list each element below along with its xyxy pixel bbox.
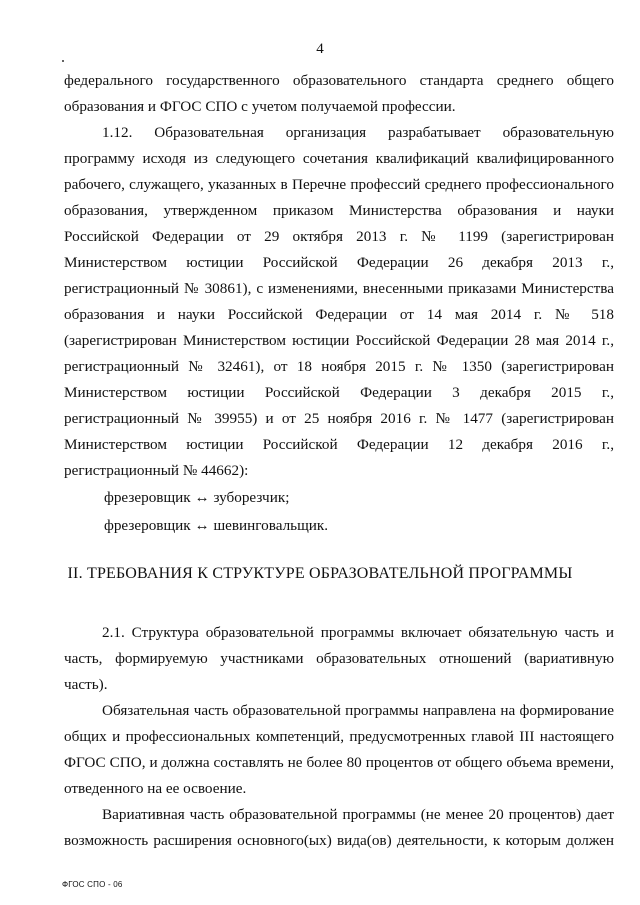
- text-line: регистрационный № 39955) и от 25 ноября 2016 г. № 1477 (зарегистрирован: [64, 410, 614, 427]
- text-line: Обязательная часть образовательной программы направлена на формирование: [102, 702, 614, 719]
- paragraph-mandatory-part: [64, 698, 614, 802]
- text-line: 2.1. Структура образовательной программы включает обязательную часть и: [102, 624, 614, 641]
- text-line: (зарегистрирован Министерством юстиции Российской Федерации 28 мая 2014 г.,: [64, 332, 614, 349]
- text-line: отведенного на ее освоение.: [64, 780, 247, 797]
- scan-speck: [62, 60, 64, 62]
- text-line: Министерством юстиции Российской Федерации 26 декабря 2013 г.,: [64, 254, 614, 271]
- text-line: программу исходя из следующего сочетания квалификаций квалифицированного: [64, 150, 614, 167]
- text-line: регистрационный № 30861), с изменениями, внесенными приказами Министерства: [64, 280, 614, 297]
- text-line: ФГОС СПО, и должна составлять не более 80 процентов от общего объема времени,: [64, 754, 614, 771]
- text-line: образования, утвержденном приказом Министерства образования и науки: [64, 202, 614, 219]
- text-line: часть).: [64, 676, 108, 693]
- text-line: образования и ФГОС СПО с учетом получаемой профессии.: [64, 98, 456, 115]
- footer-document-code: ФГОС СПО - 06: [62, 880, 123, 889]
- text-line: возможность расширения основного(ых) вида(ов) деятельности, к которым должен: [64, 832, 614, 849]
- text-line: Министерством юстиции Российской Федерации 12 декабря 2016 г.,: [64, 436, 614, 453]
- text-line: общих и профессиональных компетенций, предусмотренных главой III настоящего: [64, 728, 614, 745]
- text-line: федерального государственного образовательного стандарта среднего общего: [64, 72, 614, 89]
- page-number: 4: [316, 41, 324, 57]
- qualification-list: [64, 485, 614, 539]
- text-line: регистрационный № 44662):: [64, 462, 249, 479]
- text-line: часть, формируемую участниками образовательных отношений (вариативную: [64, 650, 614, 667]
- text-line: Вариативная часть образовательной программы (не менее 20 процентов) дает: [102, 806, 614, 823]
- text-line: 1.12. Образовательная организация разрабатывает образовательную: [102, 124, 614, 141]
- paragraph-2-1: [64, 620, 614, 698]
- paragraph-variable-part: [64, 802, 614, 854]
- text-line: Российской Федерации от 29 октября 2013 г. № 1199 (зарегистрирован: [64, 228, 614, 245]
- text-line: рабочего, служащего, указанных в Перечне профессий среднего профессионального: [64, 176, 614, 193]
- paragraph-intro: [64, 68, 614, 120]
- section-heading: II. ТРЕБОВАНИЯ К СТРУКТУРЕ ОБРАЗОВАТЕЛЬНОЙ ПРОГРАММЫ: [67, 565, 573, 582]
- text-line: Министерством юстиции Российской Федерации 3 декабря 2015 г.,: [64, 384, 614, 401]
- list-item: фрезеровщик ↔ шевинговальщик.: [104, 517, 329, 534]
- list-item: фрезеровщик ↔ зуборезчик;: [104, 489, 290, 506]
- paragraph-1-12: [64, 120, 614, 484]
- text-line: образования и науки Российской Федерации от 14 мая 2014 г. № 518: [64, 306, 614, 323]
- text-line: регистрационный № 32461), от 18 ноября 2015 г. № 1350 (зарегистрирован: [64, 358, 614, 375]
